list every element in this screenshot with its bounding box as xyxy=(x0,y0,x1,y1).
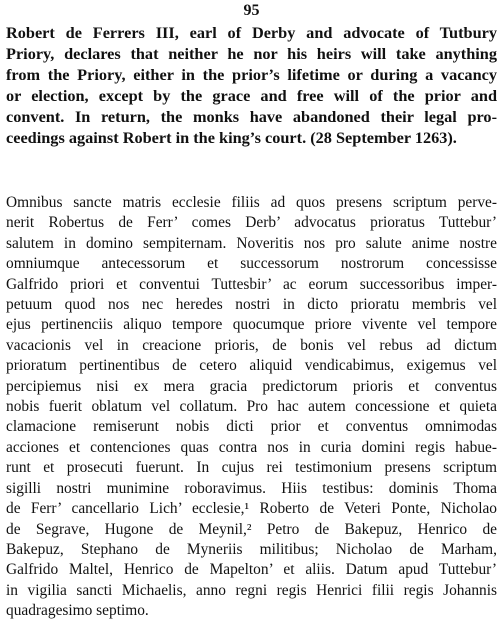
charter-summary-heading xyxy=(6,22,497,148)
charter-latin-text xyxy=(6,193,497,622)
heading-line: or election, except by the grace and free will of the prior and xyxy=(6,86,497,105)
heading-line: convent. In return, the monks have abandoned their legal pro- xyxy=(6,107,497,126)
body-line: quadragesimo septimo. xyxy=(6,602,149,620)
heading-line: from the Priory, either in the prior’s lifetime or during a vacancy xyxy=(6,65,497,84)
body-line: omniumque antecessorum et successorum nostrorum concessisse xyxy=(6,255,497,273)
body-line: petuum quod nos nec heredes nostri in dicto prioratu membris vel xyxy=(6,296,497,314)
body-line: clamacione remiserunt nobis dicti prior et conventus omnimodas xyxy=(6,418,497,436)
body-line: sigilli nostri munimine roboravimus. Hiis testibus: dominis Thoma xyxy=(6,479,497,497)
body-line: prioratum pertinentibus de cetero aliquid vendicabimus, exigemus vel xyxy=(6,357,497,375)
body-line: vacacionis vel in creacione prioris, de bonis vel rebus ad dictum xyxy=(6,336,497,354)
body-line: de Ferr’ cancellario Lich’ ecclesie,¹ Roberto de Veteri Ponte, Nicholao xyxy=(6,500,497,518)
body-line: nerit Robertus de Ferr’ comes Derb’ advocatus prioratus Tuttebur’ xyxy=(6,214,497,232)
body-line: Bakepuz, Stephano de Myneriis militibus; Nicholao de Marham, xyxy=(6,540,497,558)
body-line: Galfrido Maltel, Henrico de Mapelton’ et aliis. Datum apud Tuttebur’ xyxy=(6,561,497,579)
body-line: in vigilia sancti Michaelis, anno regni regis Henrici filii regis Johannis xyxy=(6,581,497,599)
body-line: de Segrave, Hugone de Meynil,² Petro de Bakepuz, Henrico de xyxy=(6,520,497,538)
heading-line: Priory, declares that neither he nor his heirs will take anything xyxy=(6,44,497,63)
heading-line: ceedings against Robert in the king’s court. (28 September 1263). xyxy=(6,128,457,147)
heading-line: Robert de Ferrers III, earl of Derby and advocate of Tutbury xyxy=(6,23,497,42)
body-line: acciones et contenciones quas contra nos in curia domini regis habue- xyxy=(6,438,497,456)
body-line: ejus pertinenciis aliquo tempore quocumque priore vivente vel tempore xyxy=(6,316,497,334)
body-line: nobis fuerit oblatum vel collatum. Pro hac autem concessione et quieta xyxy=(6,398,497,416)
body-line: salutem in domino sempiternam. Noveritis nos pro salute anime nostre xyxy=(6,234,497,252)
body-line: percipiemus nisi ex mera gracia predictorum prioris et conventus xyxy=(6,377,497,395)
page-number: 95 xyxy=(243,2,260,19)
body-line: Galfrido priori et conventui Tuttesbir’ ac eorum successoribus imper- xyxy=(6,275,497,293)
body-line: runt et prosecuti fuerunt. In cujus rei testimonium presens scriptum xyxy=(6,459,497,477)
body-line: Omnibus sancte matris ecclesie filiis ad quos presens scriptum perve- xyxy=(6,194,497,211)
